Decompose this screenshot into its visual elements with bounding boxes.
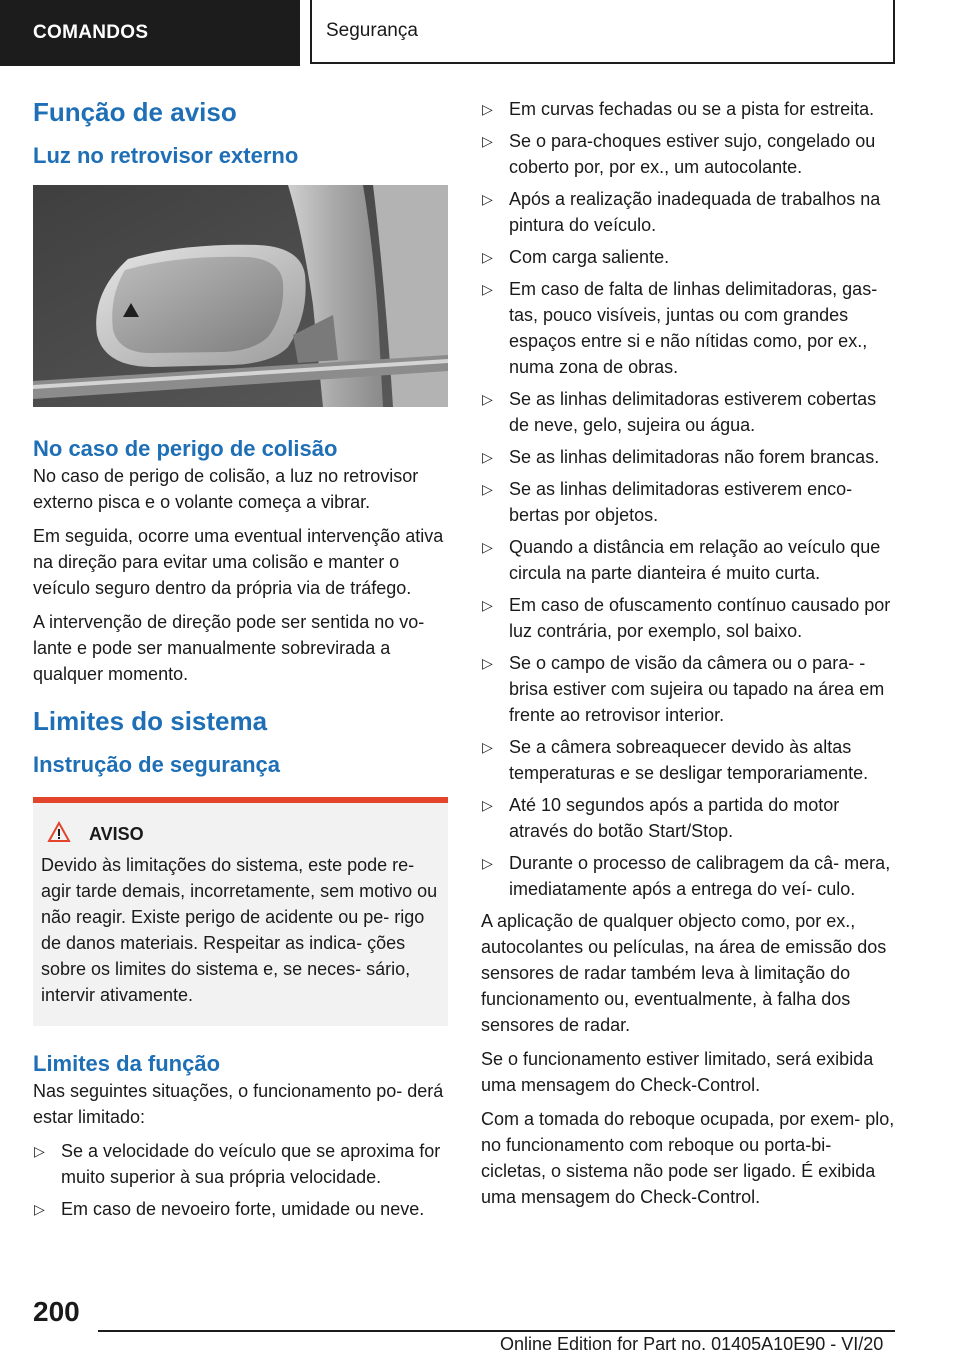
paragraph-check-control: Se o funcionamento estiver limitado, será exibida uma mensagem do Check-Control.	[481, 1049, 874, 1095]
list-item: ▷ Até 10 segundos após a partida do motor através do botão Start/Stop.	[482, 795, 840, 841]
heading-mirror-light: Luz no retrovisor externo	[33, 143, 299, 168]
triangle-right-outline-icon: ▷	[482, 281, 493, 297]
right-column	[481, 96, 896, 1218]
list-item: ▷ Em caso de falta de linhas delimitadoras, gas- tas, pouco visíveis, juntas ou com grandes espaços entre si e não nítidas como, por ex., numa zona de obras.	[482, 279, 878, 377]
triangle-right-outline-icon: ▷	[482, 655, 493, 671]
triangle-right-outline-icon: ▷	[482, 855, 493, 871]
list-item: ▷ Se as linhas delimitadoras não forem brancas.	[482, 447, 880, 467]
right-bullet-list	[481, 96, 896, 902]
triangle-right-outline-icon: ▷	[34, 1143, 45, 1159]
heading-collision-danger: No caso de perigo de colisão	[33, 436, 338, 461]
list-item: ▷ Em curvas fechadas ou se a pista for estreita.	[482, 99, 875, 119]
list-item: ▷ Com carga saliente.	[482, 247, 670, 267]
left-bullet-list	[33, 1138, 448, 1222]
paragraph-collision: No caso de perigo de colisão, a luz no retrovisor externo pisca e o volante começa a vibrar.	[33, 466, 419, 512]
subsection-label: Segurança	[326, 20, 418, 41]
footer-edition: Online Edition for Part no. 01405A10E90 - VI/20	[500, 1334, 884, 1354]
triangle-right-outline-icon: ▷	[482, 101, 493, 117]
triangle-right-outline-icon: ▷	[34, 1201, 45, 1217]
list-item: ▷ Quando a distância em relação ao veículo que circula na parte dianteira é muito curta.	[482, 537, 881, 583]
paragraph-radar: A aplicação de qualquer objecto como, por ex., autocolantes ou películas, na área de emissão dos sensores de radar também leva à limitação do funcionamento ou, eventualmente, à falha dos sensores de radar.	[481, 911, 887, 1035]
section-tab	[0, 0, 300, 66]
paragraph-limited: Nas seguintes situações, o funcionamento po- derá estar limitado:	[33, 1081, 444, 1127]
warning-text: Devido às limitações do sistema, este pode re- agir tarde demais, incorretamente, sem motivo ou não reagir. Existe perigo de acidente ou pe- rigo de danos materiais. Respeitar as indica- ções sobre os limites do sistema e, se neces- sário, intervir ativamente.	[41, 855, 438, 1005]
list-item: ▷ Se as linhas delimitadoras estiverem enco- bertas por objetos.	[482, 479, 853, 525]
list-item: ▷ Em caso de nevoeiro forte, umidade ou neve.	[34, 1199, 425, 1219]
warning-box	[33, 797, 448, 1026]
triangle-right-outline-icon: ▷	[482, 797, 493, 813]
triangle-right-outline-icon: ▷	[482, 191, 493, 207]
mirror-illustration	[33, 185, 448, 407]
triangle-right-outline-icon: ▷	[482, 391, 493, 407]
warning-header	[41, 821, 440, 848]
section-label: COMANDOS	[33, 22, 149, 43]
page-number: 200	[33, 1296, 80, 1327]
list-item: ▷ Durante o processo de calibragem da câ- mera, imediatamente após a entrega do veí- culo.	[482, 853, 891, 899]
warning-title: AVISO	[89, 824, 144, 844]
subsection-tab	[310, 0, 895, 64]
triangle-right-outline-icon: ▷	[482, 133, 493, 149]
warning-triangle-icon	[47, 821, 71, 848]
triangle-right-outline-icon: ▷	[482, 539, 493, 555]
list-item: ▷ Se a velocidade do veículo que se aproxima for muito superior à sua própria velocidade.	[34, 1141, 441, 1187]
list-item: ▷ Se o para-choques estiver sujo, congelado ou coberto por, por ex., um autocolante.	[482, 131, 876, 177]
paragraph-intervention: Em seguida, ocorre uma eventual intervenção ativa na direção para evitar uma colisão e manter o veículo seguro dentro da própria via de tráfego.	[33, 526, 444, 598]
paragraph-trailer: Com a tomada do reboque ocupada, por exem- plo, no funcionamento com reboque ou porta-bi- cicletas, o sistema não pode ser ligado. É exibida uma mensagem do Check-Control.	[481, 1109, 895, 1207]
list-item: ▷ Se as linhas delimitadoras estiverem cobertas de neve, gelo, sujeira ou água.	[482, 389, 877, 435]
triangle-right-outline-icon: ▷	[482, 249, 493, 265]
triangle-right-outline-icon: ▷	[482, 597, 493, 613]
paragraph-steering: A intervenção de direção pode ser sentida no vo- lante e pode ser manualmente sobrevirada a qualquer momento.	[33, 612, 425, 684]
list-item: ▷ Em caso de ofuscamento contínuo causado por luz contrária, por exemplo, sol baixo.	[482, 595, 891, 641]
triangle-right-outline-icon: ▷	[482, 449, 493, 465]
heading-system-limits: Limites do sistema	[33, 706, 268, 736]
heading-function-limits: Limites da função	[33, 1051, 221, 1076]
list-item: ▷ Se a câmera sobreaquecer devido às altas temperaturas e se desligar temporariamente.	[482, 737, 869, 783]
left-column	[33, 96, 448, 1228]
triangle-right-outline-icon: ▷	[482, 481, 493, 497]
footer-divider	[98, 1330, 895, 1332]
heading-safety-instruction: Instrução de segurança	[33, 752, 280, 777]
list-item: ▷ Se o campo de visão da câmera ou o para- -brisa estiver com sujeira ou tapado na área em frente ao retrovisor interior.	[482, 653, 885, 725]
triangle-right-outline-icon: ▷	[482, 739, 493, 755]
heading-warning-function: Função de aviso	[33, 97, 237, 127]
list-item: ▷ Após a realização inadequada de trabalhos na pintura do veículo.	[482, 189, 881, 235]
